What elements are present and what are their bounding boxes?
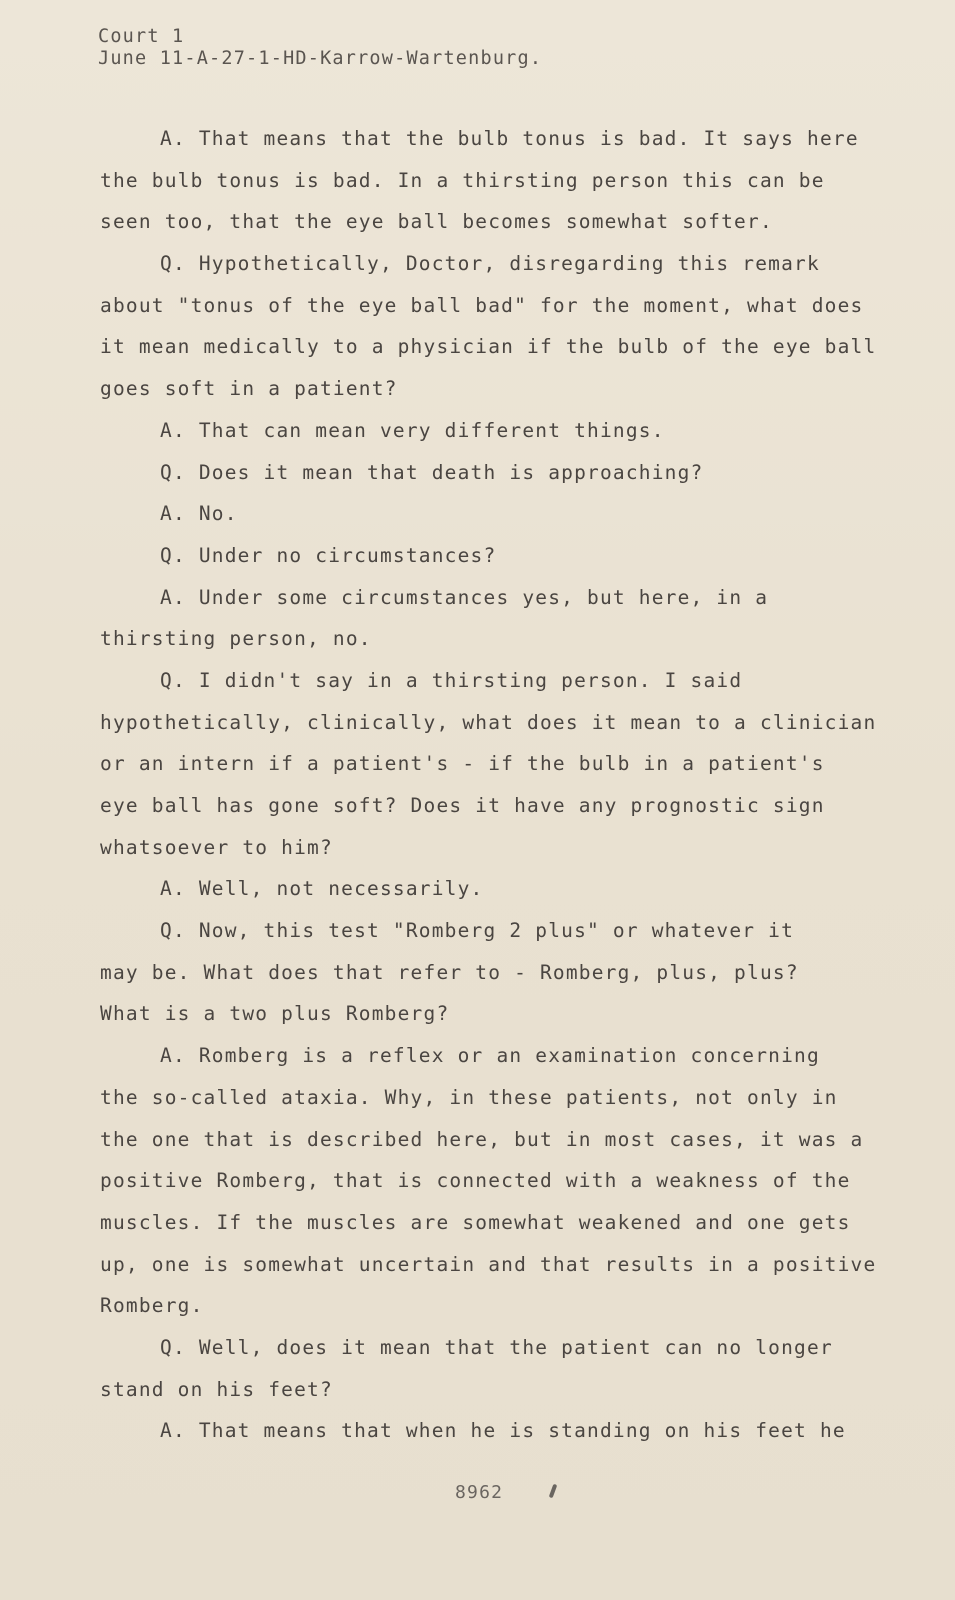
transcript-line: What is a two plus Romberg?	[100, 1002, 450, 1026]
transcript-line: thirsting person, no.	[100, 627, 372, 651]
transcript-line: the bulb tonus is bad. In a thirsting person this can be	[100, 168, 825, 192]
transcript-line: Q. Now, this test "Romberg 2 plus" or whatever it	[160, 919, 795, 943]
transcript-line: Q. Does it mean that death is approaching?	[160, 460, 704, 484]
transcript-line: eye ball has gone soft? Does it have any prognostic sign	[100, 794, 825, 817]
transcript-line: muscles. If the muscles are somewhat weakened and one gets	[100, 1210, 851, 1234]
transcript-line: may be. What does that refer to - Romberg, plus, plus?	[100, 960, 799, 984]
transcript-line: stand on his feet?	[100, 1377, 333, 1401]
transcript-line: A. Well, not necessarily.	[160, 877, 484, 901]
transcript-line: Q. I didn't say in a thirsting person. I said	[160, 668, 743, 692]
transcript-line: positive Romberg, that is connected with a weakness of the	[100, 1169, 851, 1193]
transcript-line: it mean medically to a physician if the bulb of the eye ball	[100, 335, 877, 359]
transcript-line: goes soft in a patient?	[100, 377, 398, 401]
transcript-line: A. Under some circumstances yes, but here, in a	[160, 585, 769, 609]
transcript-line: A. That means that when he is standing on his feet he	[160, 1419, 846, 1443]
transcript-line: or an intern if a patient's - if the bulb in a patient's	[100, 752, 825, 776]
transcript-line: Q. Hypothetically, Doctor, disregarding this remark	[160, 252, 820, 276]
transcript-line: about "tonus of the eye ball bad" for the moment, what does	[100, 293, 864, 317]
court-label: Court 1	[98, 26, 185, 47]
document-header	[98, 26, 542, 70]
transcript-line: the so-called ataxia. Why, in these patients, not only in	[100, 1085, 838, 1109]
transcript-line: Q. Under no circumstances?	[160, 543, 497, 567]
ink-mark	[549, 1484, 558, 1499]
transcript-line: A. No.	[160, 502, 238, 526]
transcript-body	[100, 118, 877, 1452]
transcript-line: A. That can mean very different things.	[160, 418, 665, 442]
transcript-line: hypothetically, clinically, what does it mean to a clinician	[100, 710, 877, 734]
transcript-line: whatsoever to him?	[100, 835, 333, 859]
transcript-line: seen too, that the eye ball becomes somewhat softer.	[100, 210, 773, 234]
transcript-line: A. That means that the bulb tonus is bad. It says here	[160, 127, 859, 150]
transcript-line: Q. Well, does it mean that the patient can no longer	[160, 1335, 833, 1359]
page-number: 8962	[455, 1482, 504, 1503]
transcript-line: Romberg.	[100, 1294, 204, 1318]
transcript-line: the one that is described here, but in most cases, it was a	[100, 1127, 864, 1151]
transcript-line: up, one is somewhat uncertain and that results in a positive	[100, 1252, 877, 1276]
transcript-line: A. Romberg is a reflex or an examination concerning	[160, 1044, 820, 1068]
session-reference: June 11-A-27-1-HD-Karrow-Wartenburg.	[98, 48, 543, 69]
